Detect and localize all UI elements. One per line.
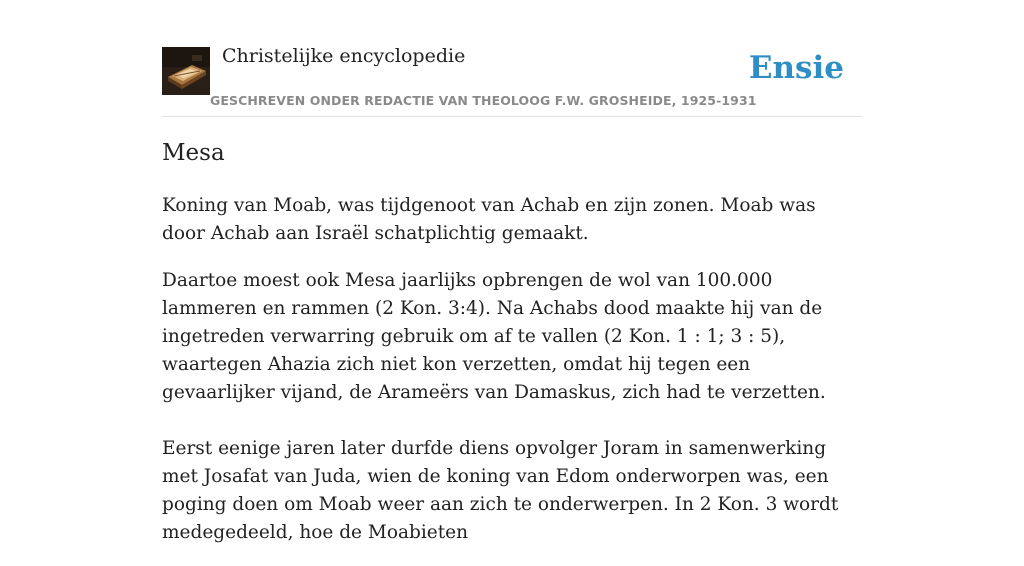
entry-body — [162, 192, 862, 566]
encyclopedia-avatar[interactable] — [162, 47, 210, 95]
site-title[interactable]: Christelijke encyclopedie — [222, 45, 466, 67]
entry-title: Mesa — [162, 140, 225, 166]
ensie-logo-link[interactable]: Ensie — [748, 50, 844, 86]
paragraph-3: Eerst eenige jaren later durfde diens opvolger Joram in samenwerking met Josafat van Juda, wien de koning van Edom onderworpen was, een poging doen om Moab weer aan zich te onderwerpen. In 2 Kon. 3 wordt medegedeeld, hoe de Moabieten — [162, 438, 839, 543]
site-header — [162, 0, 862, 117]
page-container — [162, 0, 862, 543]
site-subtitle: GESCHREVEN ONDER REDACTIE VAN THEOLOOG F.W. GROSHEIDE, 1925-1931 — [210, 93, 757, 108]
paragraph-2: Daartoe moest ook Mesa jaarlijks opbrengen de wol van 100.000 lammeren en rammen (2 Kon. 3:4). Na Achabs dood maakte hij van de ingetreden verwarring gebruik om af te vallen (2 Kon. 1 : 1; 3 : 5), waartegen Ahazia zich niet kon verzetten, omdat hij tegen een gevaarlijker vijand, de Arameërs van Damaskus, zich had te verzetten. — [162, 270, 826, 403]
book-photo-icon — [162, 47, 210, 95]
paragraph-1: Koning van Moab, was tijdgenoot van Achab en zijn zonen. Moab was door Achab aan Israël schatplichtig gemaakt. — [162, 195, 816, 244]
